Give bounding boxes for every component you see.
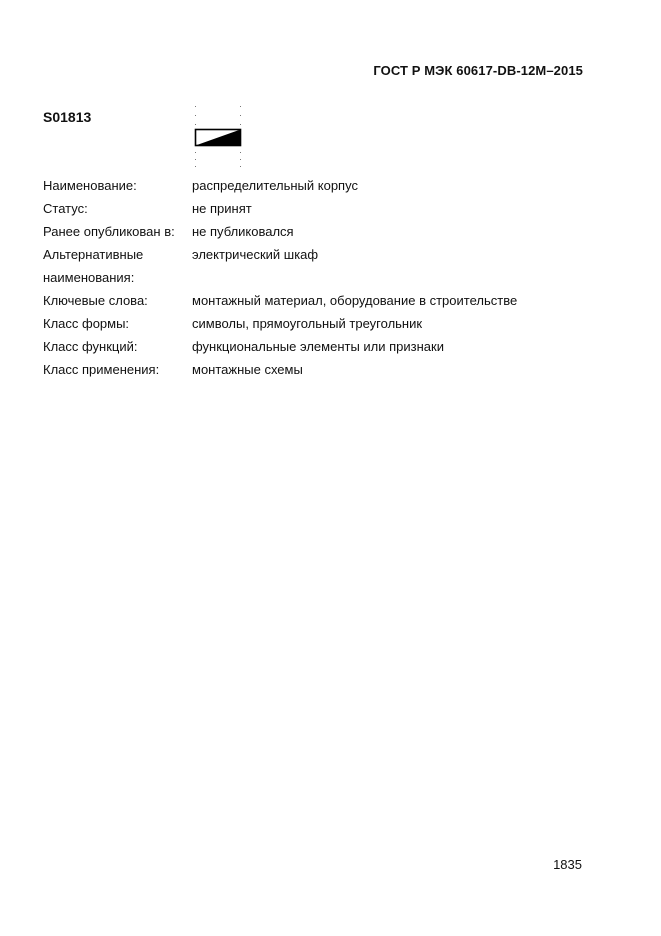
property-row-published [43, 220, 517, 243]
property-value: функциональные элементы или признаки [192, 339, 444, 354]
property-value: распределительный корпус [192, 178, 358, 193]
property-label: Альтернативные [43, 247, 144, 262]
property-row-name [43, 174, 517, 197]
property-label: Наименование: [43, 178, 137, 193]
property-value: монтажные схемы [192, 362, 303, 377]
property-value: не публиковался [192, 224, 294, 239]
property-value: монтажный материал, оборудование в строительстве [192, 293, 518, 308]
property-value: электрический шкаф [192, 247, 319, 262]
property-label: Статус: [43, 201, 88, 216]
property-label: Класс функций: [43, 339, 138, 354]
filled-triangle [196, 130, 241, 146]
property-label: Ключевые слова: [43, 293, 148, 308]
property-label: Класс формы: [43, 316, 130, 331]
standard-code: ГОСТ Р МЭК 60617-DB-12M–2015 [373, 63, 583, 78]
property-row-alt-names-cont [43, 266, 517, 289]
property-label: наименования: [43, 270, 135, 285]
property-row-keywords [43, 289, 517, 312]
property-label: Ранее опубликован в: [43, 224, 175, 239]
property-label: Класс применения: [43, 362, 160, 377]
property-list [43, 174, 517, 381]
property-row-alt-names [43, 243, 517, 266]
symbol-graphic [192, 104, 244, 173]
page-number: 1835 [553, 857, 582, 872]
property-value: символы, прямоугольный треугольник [192, 316, 423, 331]
property-row-status [43, 197, 517, 220]
property-row-function-class [43, 335, 517, 358]
property-row-application-class [43, 358, 517, 381]
symbol-id: S01813 [43, 109, 92, 125]
property-value: не принят [192, 201, 252, 216]
property-row-shape-class [43, 312, 517, 335]
